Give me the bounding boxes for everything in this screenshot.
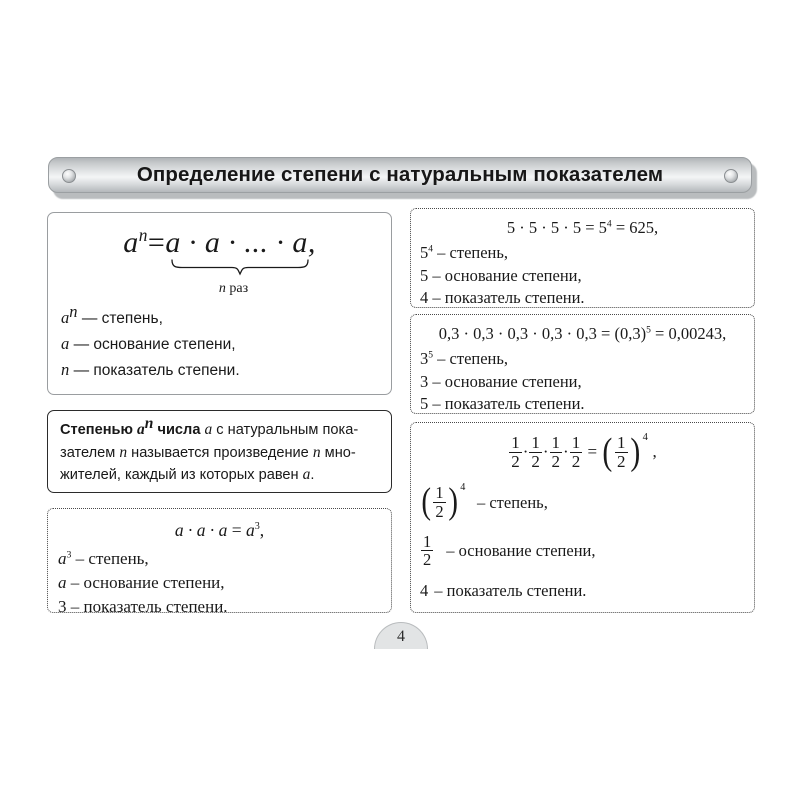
legend-dash: – bbox=[437, 349, 446, 368]
legend-symbol: a bbox=[61, 334, 70, 353]
parenthesized-fraction-power bbox=[420, 480, 466, 522]
fraction-half bbox=[529, 434, 542, 470]
legend-item bbox=[420, 348, 754, 371]
five-eq-equals-1: = bbox=[585, 218, 599, 237]
legend-symbol: 3 bbox=[58, 597, 67, 616]
legend-dash: – bbox=[432, 394, 441, 413]
fraction-numerator: 1 bbox=[531, 432, 540, 452]
fraction-denominator: 2 bbox=[617, 451, 626, 471]
left-paren: ( bbox=[602, 430, 613, 473]
fraction-half bbox=[509, 434, 522, 470]
example-decimal-legend bbox=[420, 348, 754, 416]
decimal-eq-result: 0,00243, bbox=[668, 324, 727, 343]
example-half-box bbox=[410, 422, 755, 613]
fraction-half bbox=[421, 533, 433, 568]
definition-text bbox=[60, 415, 379, 487]
fraction-denominator: 2 bbox=[435, 501, 444, 521]
legend-item bbox=[420, 581, 754, 601]
legend-dash: — bbox=[73, 362, 90, 379]
page-title: Определение степени с натуральным показателем bbox=[136, 162, 664, 186]
legend-item bbox=[420, 531, 754, 569]
main-eq-body: a · a · ... · a, bbox=[165, 226, 316, 259]
definition-text-5: жителей, каждый из которых равен bbox=[60, 467, 303, 483]
power-exponent: 4 bbox=[642, 431, 648, 443]
definition-text-2: зателем bbox=[60, 444, 120, 461]
fraction-denominator: 2 bbox=[511, 451, 520, 471]
legend-text: основание степени, bbox=[83, 573, 225, 592]
legend-item bbox=[61, 357, 391, 383]
legend-item bbox=[420, 242, 754, 265]
definition-text-1: с натуральным пока- bbox=[212, 422, 359, 438]
underbrace-label-symbol: n bbox=[218, 281, 226, 296]
legend-dash: – bbox=[432, 265, 441, 285]
legend-dash: – bbox=[70, 573, 80, 592]
decimal-eq-equals-1: = bbox=[601, 324, 615, 343]
legend-symbol: 5 bbox=[420, 243, 429, 262]
left-paren: ( bbox=[421, 480, 431, 522]
half-eq-equals: = bbox=[587, 442, 598, 462]
legend-text: – показатель степени. bbox=[434, 580, 587, 600]
fraction-denominator: 2 bbox=[423, 549, 432, 569]
legend-text: степень, bbox=[101, 310, 163, 327]
legend-symbol: 3 bbox=[420, 349, 429, 368]
legend-text: основание степени, bbox=[93, 336, 236, 353]
main-formula-box bbox=[47, 212, 392, 395]
legend-text: показатель степени. bbox=[93, 362, 240, 379]
underbrace-label-word: раз bbox=[229, 281, 249, 296]
five-eq-power-base: 5 bbox=[598, 218, 607, 237]
legend-symbol: 5 bbox=[420, 265, 429, 285]
power-exponent: 4 bbox=[460, 482, 466, 494]
legend-item bbox=[61, 331, 391, 357]
legend-symbol: 4 bbox=[420, 288, 429, 307]
legend-text: – основание степени, bbox=[446, 541, 596, 561]
fraction-half bbox=[550, 434, 563, 470]
legend-symbol: 3 bbox=[420, 371, 429, 391]
definition-text-3: называется произведение bbox=[127, 444, 313, 461]
main-equation bbox=[48, 226, 391, 260]
legend-dash: – bbox=[437, 243, 446, 262]
title-banner bbox=[48, 157, 752, 195]
legend-text: показатель степени. bbox=[83, 597, 228, 616]
legend-symbol: a bbox=[61, 308, 70, 327]
multiplication-dot: · bbox=[563, 442, 569, 462]
legend-symbol: 4 bbox=[420, 580, 429, 600]
page-number-value: 4 bbox=[397, 628, 405, 645]
fraction-numerator: 1 bbox=[571, 432, 581, 452]
main-formula-legend bbox=[61, 301, 391, 383]
rivet-right-icon bbox=[724, 169, 738, 183]
a3-eq-left: a · a · a bbox=[174, 520, 228, 540]
main-eq-equals: = bbox=[147, 226, 166, 259]
example-five-legend bbox=[420, 242, 754, 310]
decimal-eq-paren: (0,3) bbox=[614, 324, 647, 343]
example-decimal-box bbox=[410, 314, 755, 414]
legend-text: показатель степени. bbox=[444, 394, 585, 413]
legend-dash: – bbox=[432, 371, 441, 391]
legend-symbol-exponent: 3 bbox=[66, 549, 72, 561]
legend-symbol-exponent: n bbox=[69, 301, 78, 321]
legend-text: степень, bbox=[449, 349, 509, 368]
rivet-left-icon bbox=[62, 169, 76, 183]
five-eq-equals-2: = bbox=[611, 218, 630, 237]
legend-item bbox=[58, 571, 391, 595]
definition-text-6: . bbox=[310, 467, 315, 483]
decimal-eq-equals-2: = bbox=[650, 324, 669, 343]
definition-symbol-a3: a bbox=[302, 466, 311, 483]
fraction-half bbox=[433, 484, 445, 519]
definition-box bbox=[47, 410, 392, 493]
definition-text-4: мно- bbox=[320, 444, 356, 461]
legend-item bbox=[58, 547, 391, 571]
fraction-half bbox=[615, 434, 628, 470]
parenthesized-fraction-power bbox=[601, 430, 648, 473]
right-paren: ) bbox=[629, 430, 640, 473]
legend-item bbox=[420, 480, 754, 522]
legend-text: степень, bbox=[449, 243, 509, 262]
legend-symbol: a bbox=[58, 549, 67, 568]
legend-dash: — bbox=[73, 336, 90, 353]
decimal-eq-paren-exponent: 5 bbox=[646, 324, 651, 336]
legend-item bbox=[420, 371, 754, 394]
legend-symbol: 5 bbox=[420, 394, 429, 413]
right-paren: ) bbox=[447, 480, 458, 522]
five-eq-result: 625, bbox=[629, 218, 659, 237]
definition-symbol-n: n bbox=[119, 443, 128, 461]
fraction-denominator: 2 bbox=[571, 451, 581, 471]
multiplication-dot: · bbox=[522, 442, 529, 462]
definition-symbol-n2: n bbox=[312, 443, 321, 461]
underbrace-row bbox=[48, 258, 391, 280]
half-eq-comma: , bbox=[652, 442, 657, 462]
definition-symbol-a: a bbox=[137, 421, 145, 438]
definition-bold-2: числа bbox=[157, 422, 201, 438]
main-eq-exponent: n bbox=[138, 225, 148, 245]
legend-text: степень, bbox=[88, 549, 149, 568]
banner-plate bbox=[48, 157, 752, 193]
legend-text: основание степени, bbox=[444, 265, 582, 285]
main-eq-base: a bbox=[123, 226, 139, 259]
definition-bold-1: Степенью bbox=[60, 422, 133, 438]
legend-item bbox=[420, 287, 754, 310]
fraction-denominator: 2 bbox=[531, 451, 540, 471]
legend-dash: – bbox=[75, 549, 85, 568]
legend-item bbox=[420, 393, 754, 416]
fraction-numerator: 1 bbox=[423, 531, 432, 551]
legend-symbol: n bbox=[61, 360, 70, 379]
fraction-numerator: 1 bbox=[551, 432, 561, 452]
definition-symbol-a2: a bbox=[204, 421, 213, 438]
fraction-numerator: 1 bbox=[617, 432, 626, 452]
example-five-equation bbox=[411, 218, 754, 238]
legend-item bbox=[58, 595, 391, 619]
page-number-tab bbox=[374, 622, 428, 649]
a3-eq-equals: = bbox=[231, 520, 242, 540]
multiplication-dot: · bbox=[542, 442, 549, 462]
example-decimal-equation bbox=[411, 324, 754, 344]
a3-eq-right-exponent: 3 bbox=[254, 521, 260, 533]
legend-text: показатель степени. bbox=[444, 288, 585, 307]
five-eq-power-exponent: 4 bbox=[606, 218, 612, 230]
example-a3-legend bbox=[58, 547, 391, 619]
five-eq-product: 5 · 5 · 5 · 5 bbox=[506, 218, 586, 237]
a3-eq-right-base: a bbox=[245, 520, 255, 540]
fraction-half bbox=[570, 434, 583, 470]
underbrace-label bbox=[76, 281, 391, 297]
legend-text: основание степени, bbox=[444, 371, 582, 391]
fraction-numerator: 1 bbox=[435, 483, 444, 503]
example-a3-box bbox=[47, 508, 392, 616]
definition-symbol-a-exponent: n bbox=[144, 415, 154, 433]
fraction-numerator: 1 bbox=[511, 432, 520, 452]
legend-text: – степень, bbox=[476, 493, 548, 512]
legend-dash: – bbox=[70, 597, 80, 616]
a3-eq-comma: , bbox=[259, 520, 265, 540]
legend-symbol-exponent: 4 bbox=[428, 243, 434, 255]
example-a3-equation bbox=[48, 520, 391, 541]
fraction-denominator: 2 bbox=[551, 451, 561, 471]
example-half-equation bbox=[411, 430, 754, 473]
example-five-box bbox=[410, 208, 755, 308]
legend-symbol: a bbox=[58, 573, 67, 592]
legend-symbol-exponent: 5 bbox=[428, 349, 434, 361]
legend-item bbox=[61, 301, 391, 331]
legend-item bbox=[420, 265, 754, 288]
decimal-eq-product: 0,3 · 0,3 · 0,3 · 0,3 · 0,3 bbox=[438, 324, 602, 343]
legend-dash: — bbox=[81, 310, 98, 327]
underbrace-icon bbox=[170, 258, 310, 276]
legend-dash: – bbox=[432, 288, 441, 307]
